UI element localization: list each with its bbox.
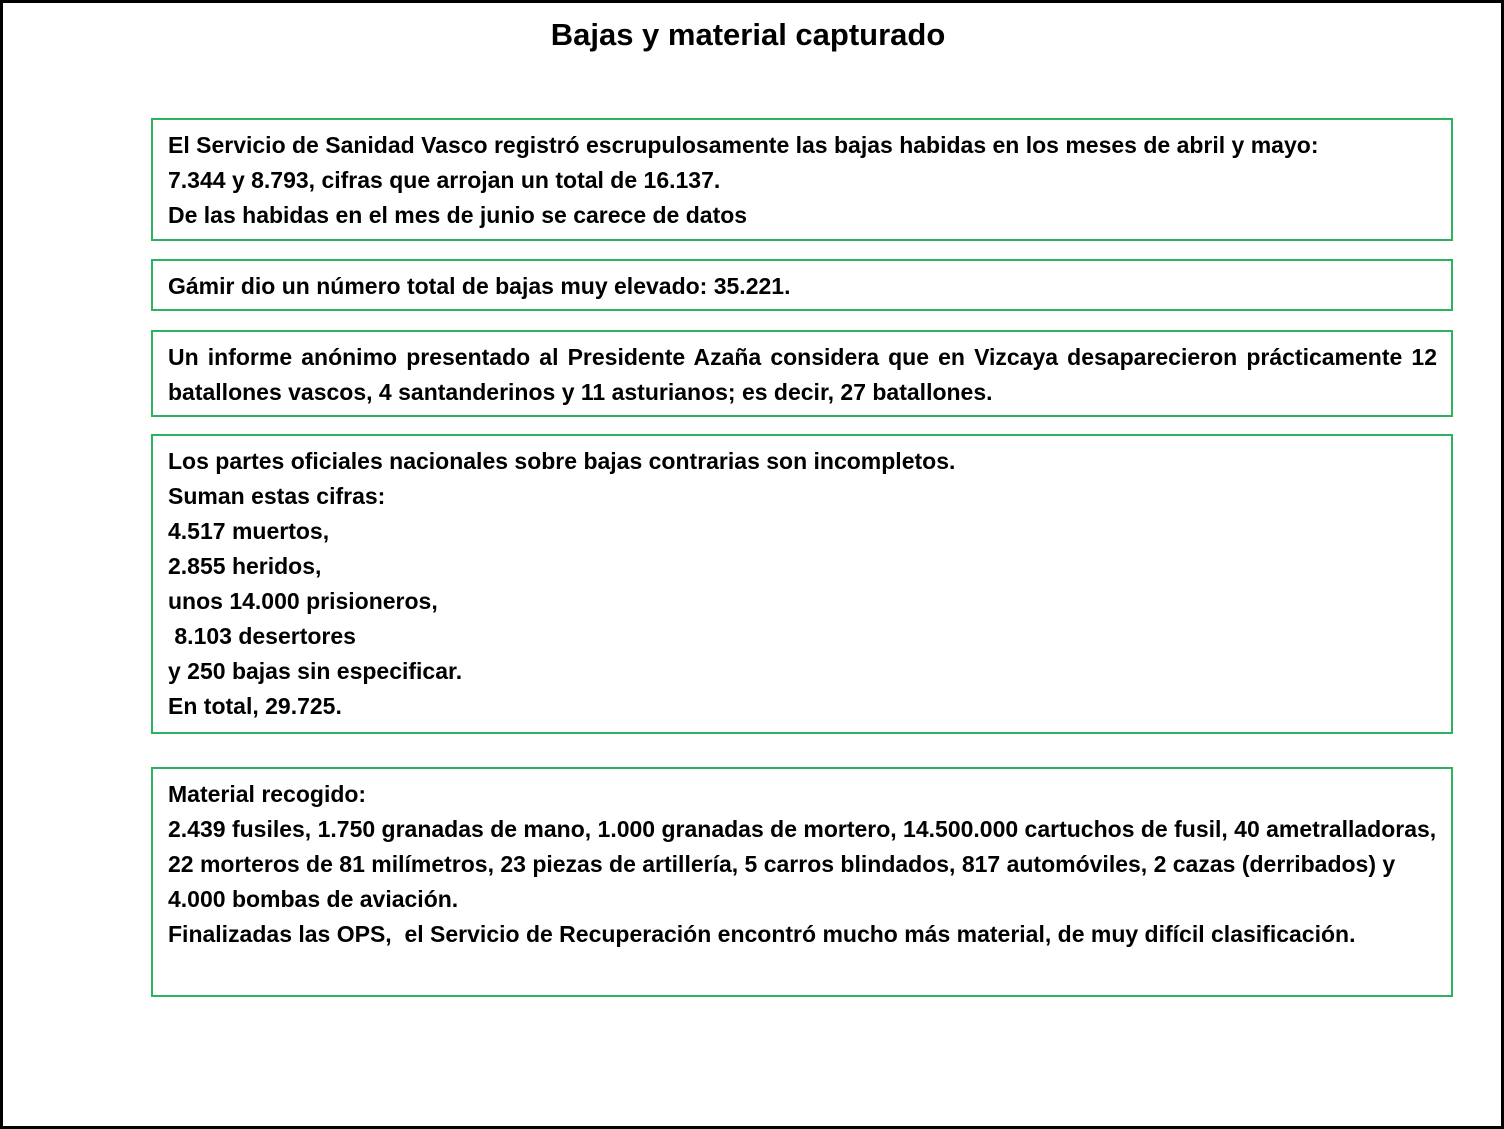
partes-line-2: Suman estas cifras: (168, 483, 386, 509)
partes-line-3: 4.517 muertos, (168, 518, 330, 544)
gamir-box (151, 259, 1453, 311)
partes-line-7: y 250 bajas sin especificar. (168, 658, 463, 684)
sanidad-line-2: 7.344 y 8.793, cifras que arrojan un total de 16.137. (168, 167, 721, 193)
partes-line-4: 2.855 heridos, (168, 553, 322, 579)
sanidad-box (151, 118, 1453, 241)
partes-line-1: Los partes oficiales nacionales sobre bajas contrarias son incompletos. (168, 448, 956, 474)
informe-box (151, 330, 1453, 417)
partes-line-8: En total, 29.725. (168, 693, 342, 719)
sanidad-line-1: El Servicio de Sanidad Vasco registró escrupulosamente las bajas habidas en los meses de abril y mayo: (168, 132, 1319, 158)
partes-line-6: 8.103 desertores (168, 623, 356, 649)
gamir-text: Gámir dio un número total de bajas muy elevado: 35.221. (168, 273, 791, 299)
partes-line-5: unos 14.000 prisioneros, (168, 588, 438, 614)
sanidad-line-3: De las habidas en el mes de junio se carece de datos (168, 202, 748, 228)
informe-text: Un informe anónimo presentado al Presidente Azaña considera que en Vizcaya desaparecieron prácticamente 12 batallones vascos, 4 santanderinos y 11 asturianos; es decir, 27 batallones. (168, 344, 1437, 405)
partes-box (151, 434, 1453, 734)
material-paragraph-2: Finalizadas las OPS, el Servicio de Recuperación encontró mucho más material, de muy difícil clasificación. (168, 921, 1356, 947)
material-paragraph-1: 2.439 fusiles, 1.750 granadas de mano, 1.000 granadas de mortero, 14.500.000 cartuchos de fusil, 40 ametralladoras, 22 morteros de 81 milímetros, 23 piezas de artillería, 5 carros blindados, 817 automóviles, 2 cazas (derribados) y 4.000 bombas de aviación. (168, 816, 1437, 912)
material-box (151, 767, 1453, 997)
material-heading: Material recogido: (168, 781, 367, 807)
slide-title: Bajas y material capturado (550, 17, 946, 52)
